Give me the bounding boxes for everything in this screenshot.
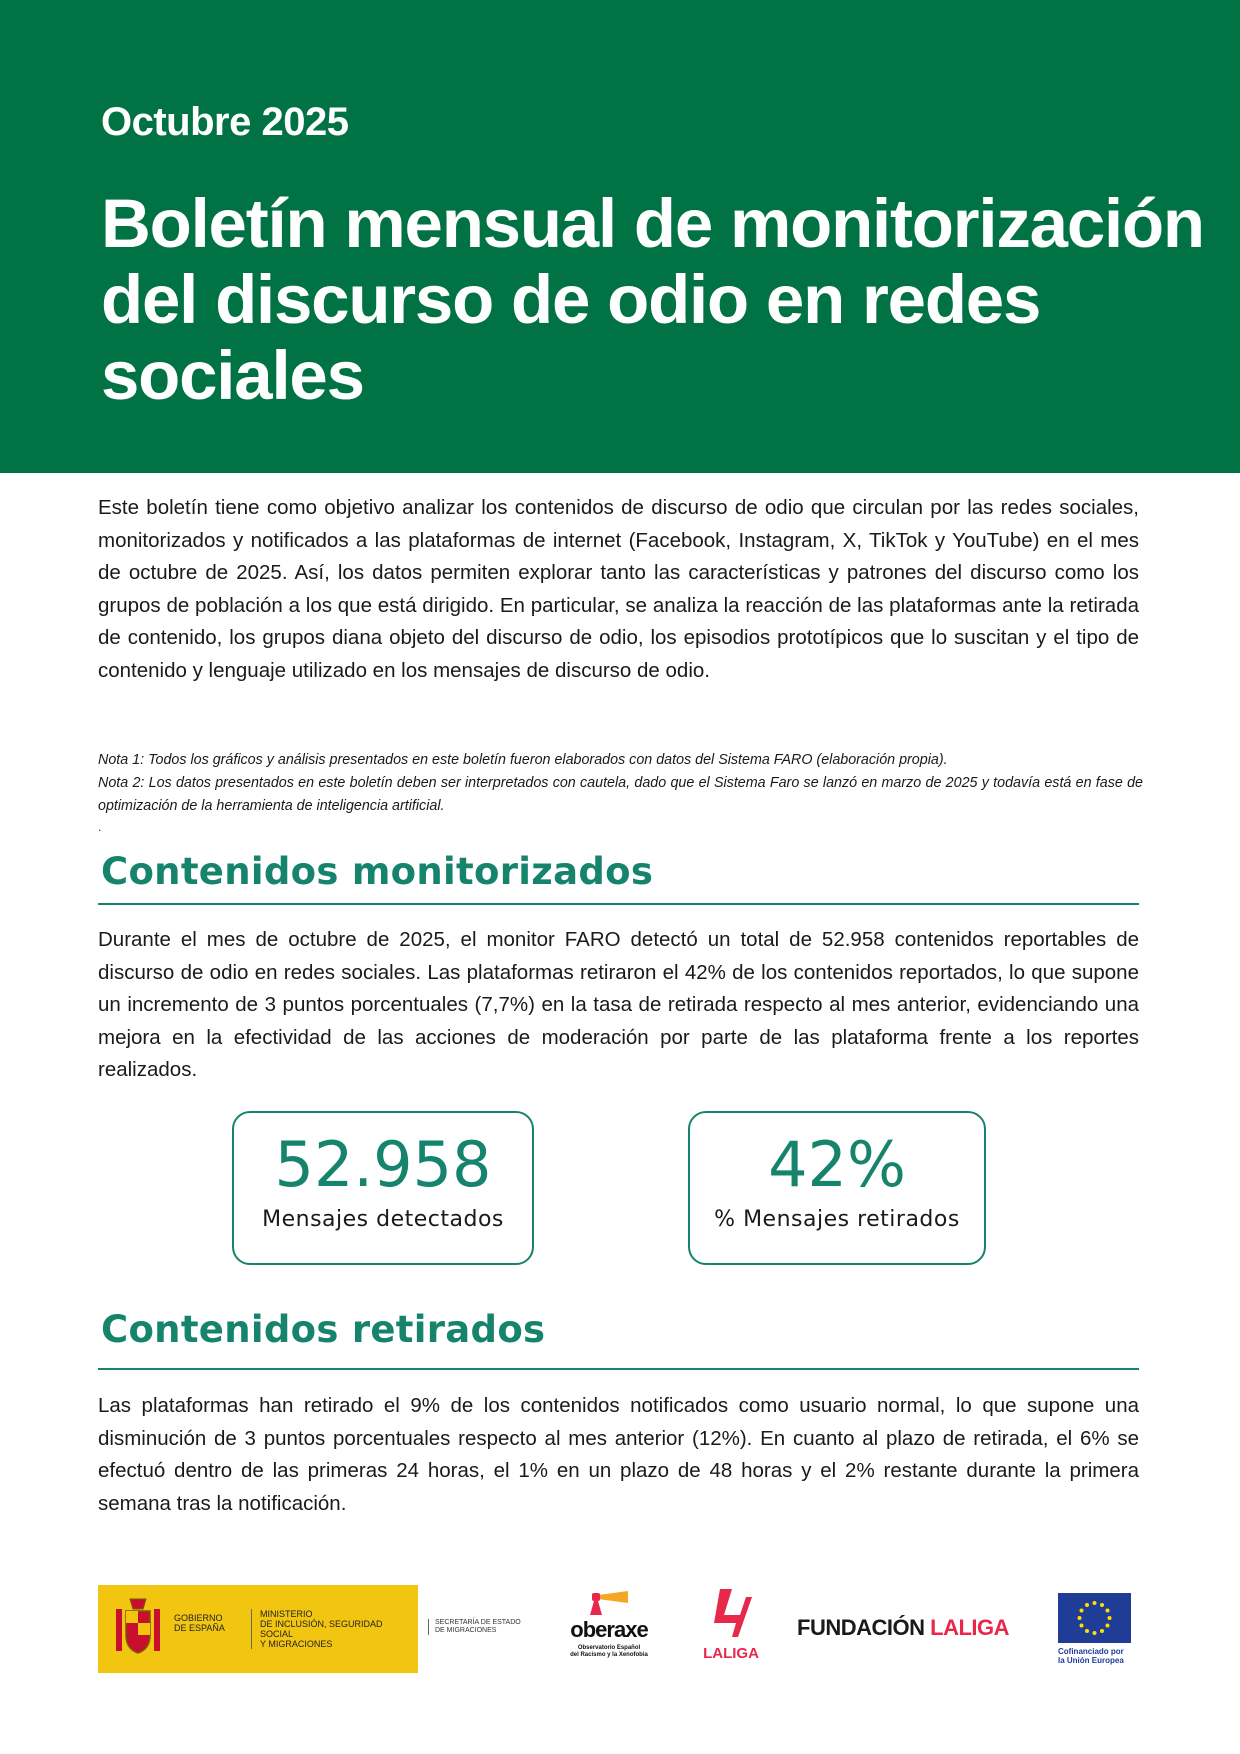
gobierno-text: GOBIERNO DE ESPAÑA <box>174 1613 225 1633</box>
secretaria-text: SECRETARÍA DE ESTADO DE MIGRACIONES <box>428 1619 521 1635</box>
section2-paragraph: Las plataformas han retirado el 9% de los contenidos notificados como usuario normal, lo que supone una disminución de 3 puntos porcentuales respecto al mes anterior (12%). En cuanto al plazo de retirada, el 6% se efectuó dentro de las primeras 24 horas, el 1% en un plazo de 48 horas y el 2% restante durante la primera semana tras la notificación. <box>98 1394 1139 1515</box>
laliga-logo: LALIGA <box>696 1587 766 1667</box>
header-banner <box>0 0 1240 473</box>
eu-flag-icon <box>1058 1593 1131 1643</box>
note-2: Nota 2: Los datos presentados en este boletín deben ser interpretados con cautela, dado que el Sistema Faro se lanzó en marzo de 2025 y todavía está en fase de optimización de la herramienta de inteligencia artificial. <box>98 775 1143 814</box>
fundacion-laliga-logo: FUNDACIÓN LALIGA <box>797 1615 1010 1640</box>
lighthouse-icon <box>576 1591 642 1615</box>
coat-of-arms-icon <box>112 1595 164 1661</box>
laliga-mark-icon <box>710 1587 752 1639</box>
bulletin-title: Boletín mensual de monitorización del discurso de odio en redes sociales <box>101 185 1204 414</box>
oberaxe-logo: oberaxe Observatorio Español del Racismo y la Xenofobia <box>556 1591 662 1671</box>
footer-logos <box>0 1575 1240 1675</box>
note-1: Nota 1: Todos los gráficos y análisis presentados en este boletín fueron elaborados con datos del Sistema FARO (elaboración propia). <box>98 752 948 768</box>
section1-paragraph: Durante el mes de octubre de 2025, el monitor FARO detectó un total de 52.958 contenidos reportables de discurso de odio en redes sociales. Las plataformas retiraron el 42% de los contenidos reportados, lo que supone un incremento de 3 puntos porcentuales (7,7%) en la tasa de retirada respecto al mes anterior, evidenciando una mejora en la efectividad de las acciones de moderación por parte de las plataforma frente a los reportes realizados. <box>98 928 1139 1081</box>
stat-card-removed <box>688 1111 986 1265</box>
section-heading-retirados: Contenidos retirados <box>101 1308 546 1351</box>
stray-dot: . <box>98 820 102 834</box>
stat-card-detected <box>232 1111 534 1265</box>
stat-value: 52.958 <box>274 1128 492 1201</box>
ministerio-text: MINISTERIO DE INCLUSIÓN, SEGURIDAD SOCIAL Y MIGRACIONES <box>251 1609 418 1649</box>
intro-paragraph: Este boletín tiene como objetivo analizar los contenidos de discurso de odio que circulan por las redes sociales, monitorizados y notificados a las plataformas de internet (Facebook, Instagram, X, TikTok y YouTube) en el mes de octubre de 2025. Así, los datos permiten explorar tanto las características y patrones del discurso como los grupos de población a los que está dirigido. En particular, se analiza la reacción de las plataformas ante la retirada de contenido, los grupos diana objeto del discurso de odio, los episodios prototípicos que lo suscitan y el tipo de contenido y lenguaje utilizado en los mensajes de discurso de odio. <box>98 496 1139 682</box>
notes-block <box>98 749 1143 818</box>
bulletin-date: Octubre 2025 <box>101 100 349 144</box>
stat-label: % Mensajes retirados <box>714 1207 960 1232</box>
stat-label: Mensajes detectados <box>262 1207 504 1232</box>
eu-logo: Cofinanciado por la Unión Europea <box>1058 1593 1136 1665</box>
gobierno-logo <box>98 1585 418 1673</box>
section-rule <box>98 1368 1139 1370</box>
section-rule <box>98 903 1139 905</box>
stat-value: 42% <box>768 1128 906 1201</box>
section-heading-monitorizados: Contenidos monitorizados <box>101 850 654 893</box>
